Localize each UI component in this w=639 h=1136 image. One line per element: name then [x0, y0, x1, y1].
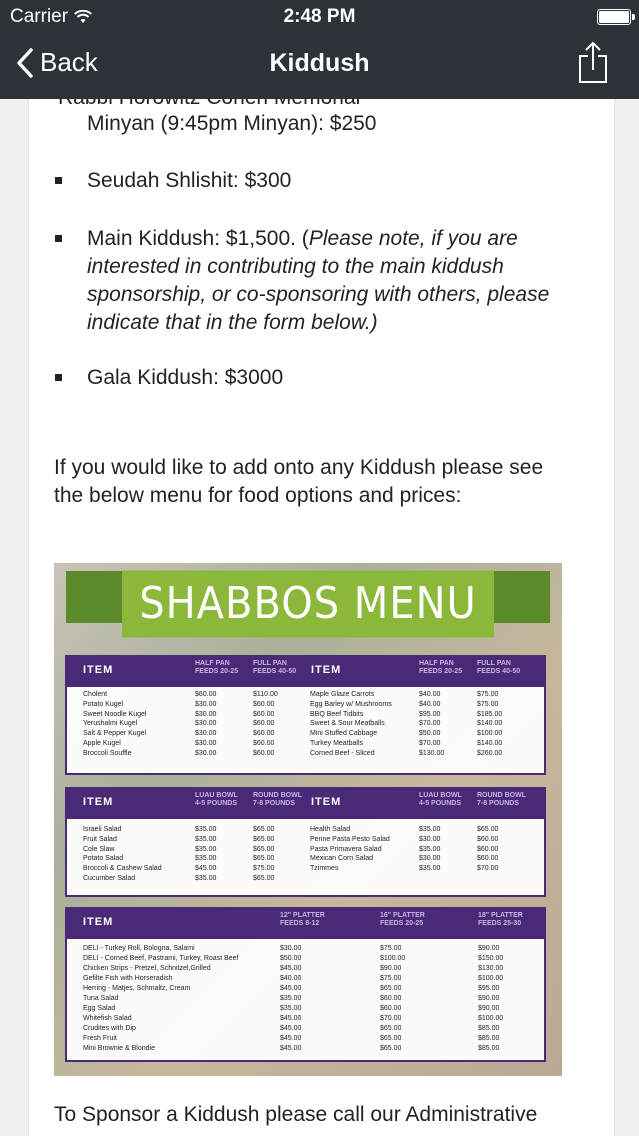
menu-item-price: $35.00	[280, 995, 302, 1002]
menu-item-price: $65.00	[477, 826, 499, 833]
menu-item-price: $65.00	[380, 1045, 402, 1052]
menu-item-price: $35.00	[195, 845, 217, 853]
menu-item-name: Health Salad	[310, 826, 351, 833]
menu-item-price: $60.00	[195, 691, 217, 698]
menu-item-price: $35.00	[419, 865, 441, 873]
list-bullet	[55, 177, 62, 184]
menu-item-price: $90.00	[380, 965, 402, 972]
list-item-text: Gala Kiddush: $3000	[87, 366, 284, 389]
menu-item-price: $95.00	[419, 710, 441, 718]
menu-item-price: $65.00	[253, 826, 275, 833]
sponsor-paragraph: To Sponsor a Kiddush please call our Administrative	[54, 1103, 538, 1126]
menu-item-price: $30.00	[419, 855, 441, 863]
column-title: 12" PLATTER	[280, 912, 325, 919]
menu-item-name: Mini Stuffed Cabbage	[310, 730, 378, 738]
column-header	[195, 660, 238, 676]
status-bar	[0, 0, 639, 32]
menu-item-price: $65.00	[253, 855, 275, 863]
list-item-text: Minyan (9:45pm Minyan): $250	[87, 112, 377, 135]
menu-item-name: DELI - Corned Beef, Pastrami, Turkey, Roast Beef	[83, 955, 239, 962]
menu-item-price: $60.00	[380, 995, 402, 1002]
column-title: ROUND BOWL	[477, 792, 526, 799]
menu-item-price: $35.00	[419, 826, 441, 833]
menu-item-name: Cholent	[83, 691, 108, 698]
menu-item-name: Egg Barley w/ Mushrooms	[310, 700, 392, 708]
menu-item-price: $45.00	[195, 865, 217, 873]
menu-item-name: Broccoli & Cashew Salad	[83, 865, 162, 873]
menu-item-name: Crudites with Dip	[83, 1025, 136, 1032]
menu-item-name: Fruit Salad	[83, 835, 117, 843]
menu-item-price: $65.00	[253, 835, 275, 843]
column-header	[253, 660, 296, 676]
menu-item-name: Tuna Salad	[83, 995, 119, 1002]
column-subtitle: FEEDS 40-50	[477, 668, 521, 675]
item-header: ITEM	[83, 664, 114, 676]
intro-line: If you would like to add onto any Kiddush please see	[54, 456, 544, 479]
note-line: sponsorship, or co-sponsoring with others, please	[87, 283, 550, 306]
note-line: interested in contributing to the main kiddush	[87, 255, 504, 278]
menu-item-price: $35.00	[195, 875, 217, 882]
menu-item-price: $85.00	[478, 1025, 500, 1032]
menu-item-price: $60.00	[253, 720, 275, 728]
menu-item-price: $40.00	[419, 691, 441, 698]
menu-table	[65, 907, 546, 1062]
menu-item-price: $90.00	[478, 995, 500, 1002]
menu-item-name: Salt & Pepper Kugel	[83, 730, 147, 738]
menu-item-price: $45.00	[280, 965, 302, 972]
menu-item-price: $35.00	[419, 845, 441, 853]
menu-item-price: $30.00	[195, 740, 217, 747]
column-subtitle: FEEDS 25-30	[478, 920, 522, 927]
menu-item-price: $70.00	[380, 1015, 402, 1022]
menu-item-price: $75.00	[253, 865, 275, 873]
menu-item-price: $75.00	[477, 691, 499, 698]
item-header: ITEM	[83, 796, 114, 808]
menu-item-price: $60.00	[253, 740, 275, 747]
menu-item-price: $85.00	[478, 1045, 500, 1052]
menu-item-price: $45.00	[280, 1015, 302, 1022]
share-button[interactable]	[577, 40, 609, 89]
menu-item-price: $45.00	[280, 1025, 302, 1032]
column-header	[478, 912, 523, 928]
column-subtitle: FEEDS 40-50	[253, 668, 297, 675]
menu-item-price: $75.00	[380, 945, 402, 952]
menu-item-name: Cucumber Salad	[83, 875, 136, 882]
shabbos-menu-image	[54, 563, 562, 1076]
intro-line: the below menu for food options and prices:	[54, 484, 462, 507]
menu-item-price: $35.00	[195, 826, 217, 833]
note-line: indicate that in the form below.)	[87, 311, 378, 334]
main-kiddush-label: Main Kiddush: $1,500. (	[87, 227, 309, 250]
column-subtitle: 7-8 POUNDS	[477, 800, 520, 807]
menu-item-price: $30.00	[419, 835, 441, 843]
column-header	[280, 912, 325, 928]
item-header: ITEM	[311, 796, 342, 808]
menu-table-header	[67, 789, 544, 819]
menu-item-price: $30.00	[195, 720, 217, 728]
column-header	[253, 792, 302, 808]
menu-item-name: Israeli Salad	[83, 826, 122, 833]
menu-item-name: Corned Beef - Sliced	[310, 749, 375, 757]
menu-item-price: $70.00	[419, 740, 441, 747]
column-header	[477, 660, 520, 676]
menu-item-price: $140.00	[477, 740, 503, 747]
column-subtitle: 4-5 POUNDS	[419, 800, 462, 807]
battery-icon	[597, 9, 631, 25]
menu-item-price: $65.00	[380, 1025, 402, 1032]
menu-item-price: $60.00	[477, 845, 499, 853]
menu-item-price: $45.00	[280, 1045, 302, 1052]
menu-item-price: $70.00	[477, 865, 499, 873]
menu-item-price: $130.00	[419, 749, 445, 757]
menu-item-price: $60.00	[253, 730, 275, 738]
menu-item-price: $95.00	[478, 985, 500, 992]
menu-item-name: Potato Kugel	[83, 700, 124, 708]
menu-title-banner: SHABBOS MENU	[122, 571, 494, 638]
menu-item-price: $140.00	[477, 720, 503, 728]
menu-item-price: $40.00	[280, 975, 302, 982]
menu-item-price: $45.00	[280, 1035, 302, 1042]
column-title: 18" PLATTER	[478, 912, 523, 919]
note-line: Please note, if you are	[308, 227, 518, 250]
menu-item-name: Maple Glaze Carrots	[310, 691, 375, 698]
menu-item-name: Broccoli Souffle	[83, 749, 132, 757]
column-subtitle: FEEDS 20-25	[419, 668, 463, 675]
column-header	[419, 660, 462, 676]
menu-item-name: Whitefish Salad	[83, 1015, 132, 1022]
column-header	[419, 792, 462, 808]
menu-item-price: $60.00	[253, 710, 275, 718]
menu-item-price: $60.00	[477, 855, 499, 863]
back-label: Back	[40, 47, 98, 77]
menu-item-price: $60.00	[253, 700, 275, 708]
column-header	[477, 792, 526, 808]
page-title: Kiddush	[269, 49, 370, 77]
menu-item-price: $30.00	[195, 700, 217, 708]
menu-item-name: BBQ Beef Tidbits	[310, 710, 364, 718]
list-item-text: Seudah Shlishit: $300	[87, 169, 292, 192]
menu-item-price: $30.00	[280, 945, 302, 952]
share-icon	[577, 40, 609, 84]
menu-item-name: Sweet Noodle Kugel	[83, 710, 147, 718]
menu-item-price: $45.00	[280, 985, 302, 992]
menu-table-header	[67, 909, 544, 939]
column-subtitle: FEEDS 8-12	[280, 920, 320, 927]
menu-item-price: $65.00	[380, 985, 402, 992]
menu-item-price: $130.00	[478, 965, 504, 972]
column-header	[380, 912, 425, 928]
menu-item-price: $260.00	[477, 749, 503, 757]
menu-item-price: $185.00	[477, 710, 503, 718]
menu-item-name: Apple Kugel	[83, 740, 121, 747]
menu-item-name: Mexican Corn Salad	[310, 855, 374, 863]
menu-item-price: $100.00	[478, 1015, 504, 1022]
menu-item-price: $30.00	[195, 710, 217, 718]
menu-item-name: Egg Salad	[83, 1005, 116, 1012]
menu-item-name: Pasta Primavera Salad	[310, 845, 382, 853]
column-title: ROUND BOWL	[253, 792, 302, 799]
column-header	[195, 792, 238, 808]
menu-table-header	[67, 657, 544, 687]
menu-item-price: $35.00	[195, 835, 217, 843]
menu-item-name: Yerushalmi Kugel	[83, 720, 138, 728]
menu-item-price: $90.00	[478, 945, 500, 952]
column-subtitle: 7-8 POUNDS	[253, 800, 296, 807]
column-title: 16" PLATTER	[380, 912, 425, 919]
menu-item-price: $60.00	[477, 835, 499, 843]
menu-item-price: $35.00	[195, 855, 217, 863]
menu-item-name: Chicken Strips - Pretzel, Schnitzel,Grilled	[83, 965, 211, 972]
menu-item-name: Fresh Fruit	[83, 1035, 117, 1042]
menu-item-name: DELI - Turkey Roll, Bologna, Salami	[83, 945, 195, 952]
menu-item-name: Penne Pasta Pesto Salad	[310, 835, 390, 843]
menu-item-price: $100.00	[478, 975, 504, 982]
column-title: HALF PAN	[195, 660, 230, 667]
menu-item-name: Turkey Meatballs	[310, 740, 364, 747]
list-item-main-kiddush	[87, 225, 587, 337]
menu-table	[65, 787, 546, 897]
column-title: FULL PAN	[253, 660, 287, 667]
column-title: LUAU BOWL	[195, 792, 238, 799]
carrier-label: Carrier	[10, 6, 69, 27]
status-time: 2:48 PM	[283, 6, 356, 27]
menu-item-name: Sweet & Sour Meatballs	[310, 720, 385, 728]
menu-item-price: $85.00	[478, 1035, 500, 1042]
column-subtitle: FEEDS 20-25	[380, 920, 424, 927]
menu-item-price: $150.00	[478, 955, 504, 962]
menu-table	[65, 655, 546, 775]
menu-item-price: $100.00	[380, 955, 406, 962]
list-bullet	[55, 235, 62, 242]
menu-item-price: $65.00	[380, 1035, 402, 1042]
menu-item-name: Tzimmes	[310, 865, 339, 873]
menu-item-price: $90.00	[478, 1005, 500, 1012]
item-header: ITEM	[311, 664, 342, 676]
menu-item-name: Gefilte Fish with Horseradish	[83, 975, 173, 982]
menu-item-name: Herring - Matjes, Schmaltz, Cream	[83, 985, 191, 992]
menu-item-price: $60.00	[380, 1005, 402, 1012]
menu-item-price: $50.00	[280, 955, 302, 962]
menu-item-price: $75.00	[477, 700, 499, 708]
menu-item-name: Potato Salad	[83, 855, 124, 863]
menu-item-price: $30.00	[195, 730, 217, 738]
menu-item-name: Cole Slaw	[83, 845, 115, 853]
menu-item-price: $65.00	[253, 875, 275, 882]
list-bullet	[55, 374, 62, 381]
column-title: LUAU BOWL	[419, 792, 462, 799]
item-header: ITEM	[83, 916, 114, 928]
column-subtitle: FEEDS 20-25	[195, 668, 239, 675]
menu-item-price: $30.00	[195, 749, 217, 757]
menu-item-price: $35.00	[280, 1005, 302, 1012]
menu-item-price: $40.00	[419, 700, 441, 708]
menu-item-price: $70.00	[419, 720, 441, 728]
menu-item-price: $110.00	[253, 691, 278, 698]
intro-paragraph	[54, 454, 543, 510]
column-title: FULL PAN	[477, 660, 511, 667]
menu-item-price: $75.00	[380, 975, 402, 982]
column-title: HALF PAN	[419, 660, 454, 667]
menu-item-price: $65.00	[253, 845, 275, 853]
menu-item-name: Mini Brownie & Blondie	[83, 1045, 155, 1052]
menu-item-price: $50.00	[419, 730, 441, 738]
menu-item-price: $100.00	[477, 730, 503, 738]
column-subtitle: 4-5 POUNDS	[195, 800, 238, 807]
navigation-bar	[0, 0, 639, 99]
menu-item-price: $60.00	[253, 749, 275, 757]
